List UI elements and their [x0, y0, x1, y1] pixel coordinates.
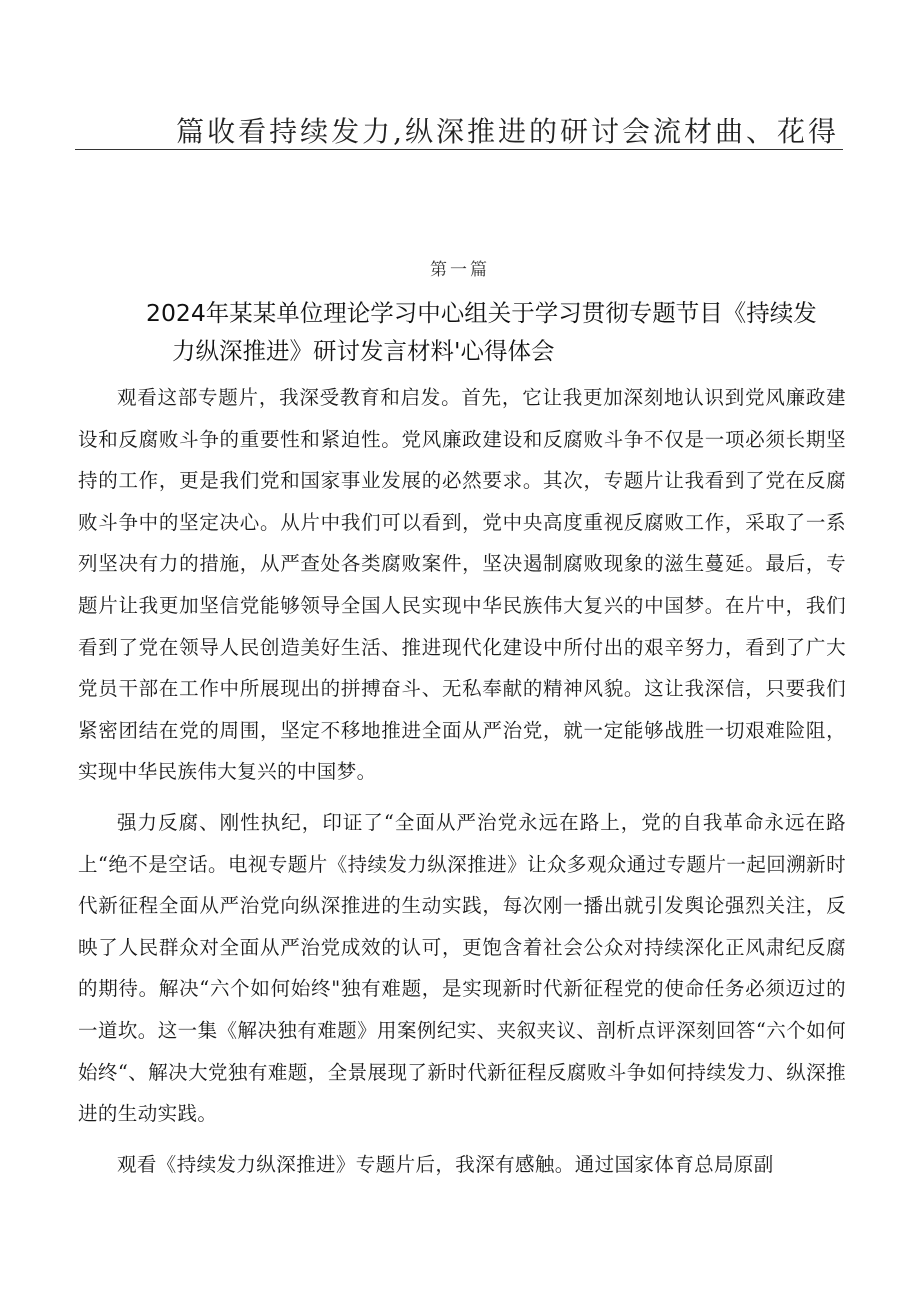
- body-paragraph-2: 强力反腐、刚性执纪，印证了“全面从严治党永远在路上，党的自我革命永远在路上“绝不是空话。电视专题片《持续发力纵深推进》让众多观众通过专题片一起回溯新时代新征程全面从严治党向纵深推进的生动实践，每次刚一播出就引发舆论强烈关注，反映了人民群众对全面从严治党成效的认可，更饱含着社会公众对持续深化正风肃纪反腐的期待。解决“六个如何始终"独有难题，是实现新时代新征程党的使命任务必须迈过的一道坎。这一集《解决独有难题》用案例纪实、夹叙夹议、剖析点评深刻回答“六个如何始终“、解决大党独有难题，全景展现了新时代新征程反腐败斗争如何持续发力、纵深推进的生动实践。: [78, 810, 846, 1126]
- section-label: 第一篇: [430, 260, 490, 280]
- body-paragraph-1: 观看这部专题片，我深受教育和启发。首先，它让我更加深刻地认识到党风廉政建设和反腐败斗争的重要性和紧迫性。党风廉政建设和反腐败斗争不仅是一项必须长期坚持的工作，更是我们党和国家事业发展的必然要求。其次，专题片让我看到了党在反腐败斗争中的坚定决心。从片中我们可以看到，党中央高度重视反腐败工作，采取了一系列坚决有力的措施，从严查处各类腐败案件，坚决遏制腐败现象的滋生蔓延。最后，专题片让我更加坚信党能够领导全国人民实现中华民族伟大复兴的中国梦。在片中，我们看到了党在领导人民创造美好生活、推进现代化建设中所付出的艰辛努力，看到了广大党员干部在工作中所展现出的拼搏奋斗、无私奉献的精神风貌。这让我深信，只要我们紧密团结在党的周围，坚定不移地推进全面从严治党，就一定能够战胜一切艰难险阻，实现中华民族伟大复兴的中国梦。: [78, 386, 846, 784]
- header-rule: [75, 149, 843, 150]
- header-title: 篇收看持续发力,纵深推进的研讨会流材曲、花得: [176, 115, 839, 148]
- page-header: [75, 100, 843, 150]
- body-paragraph-3: 观看《持续发力纵深推进》专题片后，我深有感触。通过国家体育总局原副: [117, 1152, 774, 1176]
- document-title-line-1: 2024年某某单位理论学习中心组关于学习贯彻专题节目《持续发: [146, 299, 817, 327]
- document-body: [78, 377, 846, 1194]
- document-title: [146, 294, 866, 370]
- document-title-line-2: 力纵深推进》研讨发言材料'心得体会: [172, 337, 555, 365]
